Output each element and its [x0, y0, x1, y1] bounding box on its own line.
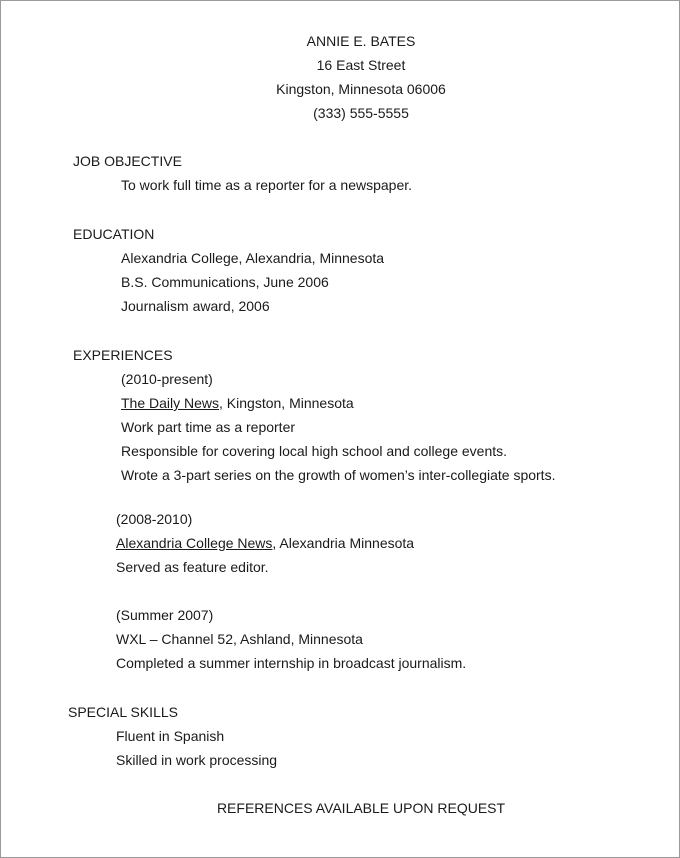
- education-heading: EDUCATION: [73, 226, 155, 242]
- city-state-zip: Kingston, Minnesota 06006: [276, 81, 446, 97]
- job-detail: Served as feature editor.: [116, 559, 269, 575]
- skill-item: Fluent in Spanish: [116, 728, 225, 744]
- education-line: Journalism award, 2006: [121, 298, 270, 314]
- skill-item: Skilled in work processing: [116, 752, 278, 768]
- job-period: (2008-2010): [116, 511, 193, 527]
- job-period: (Summer 2007): [116, 607, 214, 623]
- education-line: Alexandria College, Alexandria, Minnesota: [121, 250, 385, 266]
- job-detail: Work part time as a reporter: [121, 419, 296, 435]
- objective-heading: JOB OBJECTIVE: [73, 153, 182, 169]
- employer-name: Alexandria College News: [116, 535, 273, 551]
- employer-location: , Kingston, Minnesota: [219, 395, 354, 411]
- education-line: B.S. Communications, June 2006: [121, 274, 329, 290]
- job-employer-line: [116, 630, 363, 648]
- phone-number: (333) 555-5555: [313, 105, 409, 121]
- employer-name: The Daily News: [121, 395, 220, 411]
- employer-location: , Alexandria Minnesota: [272, 535, 415, 551]
- objective-text: To work full time as a reporter for a newspaper.: [121, 177, 413, 193]
- job-employer-line: [121, 394, 354, 412]
- employer-name: WXL – Channel 52, Ashland, Minnesota: [116, 631, 363, 647]
- job-period: (2010-present): [121, 371, 213, 387]
- job-employer-line: [116, 534, 414, 552]
- job-detail: Wrote a 3-part series on the growth of women’s inter-collegiate sports.: [121, 467, 556, 483]
- experiences-heading: EXPERIENCES: [73, 347, 173, 363]
- job-detail: Completed a summer internship in broadcast journalism.: [116, 655, 467, 671]
- applicant-name: ANNIE E. BATES: [306, 33, 416, 49]
- job-detail: Responsible for covering local high school and college events.: [121, 443, 508, 459]
- skills-heading: SPECIAL SKILLS: [68, 704, 178, 720]
- references-note: REFERENCES AVAILABLE UPON REQUEST: [216, 800, 506, 816]
- street-address: 16 East Street: [316, 57, 406, 73]
